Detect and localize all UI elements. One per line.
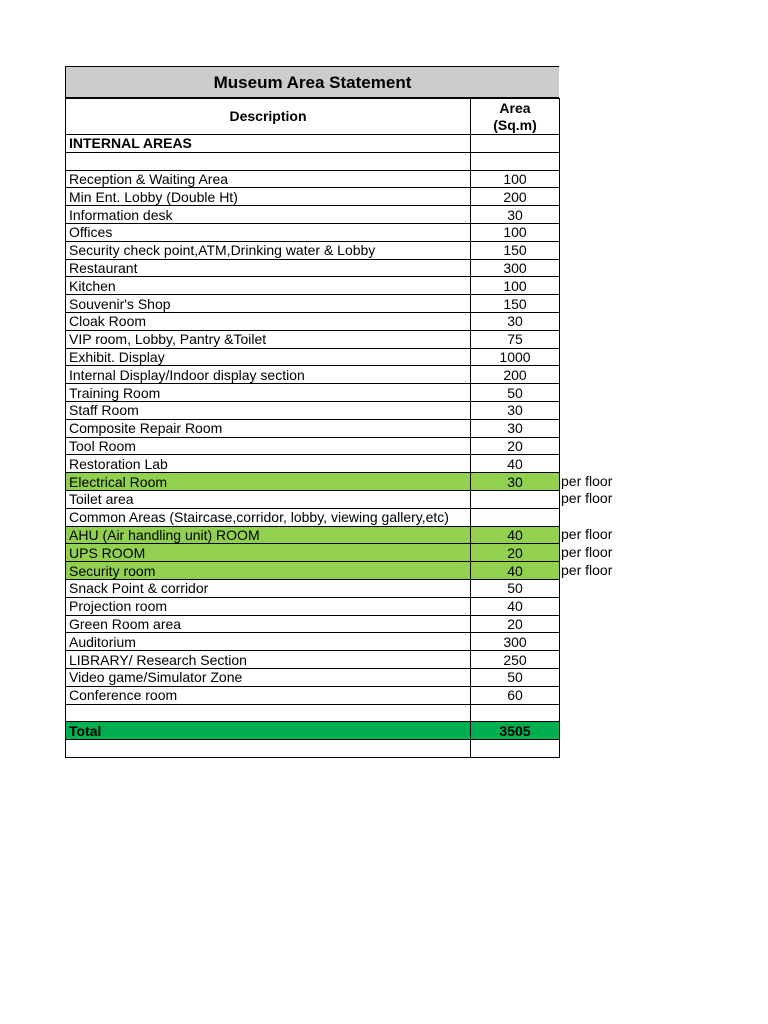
- table-row: [66, 455, 560, 473]
- row-area: [471, 508, 560, 526]
- table-row: [66, 651, 560, 669]
- row-description: Projection room: [66, 597, 471, 615]
- table-row: [66, 312, 560, 330]
- row-area: 30: [471, 473, 560, 491]
- table-row: [66, 526, 560, 544]
- row-area: 60: [471, 686, 560, 704]
- row-description: Conference room: [66, 686, 471, 704]
- table-row: [66, 330, 560, 348]
- row-area: 30: [471, 206, 560, 224]
- table-row: [66, 508, 560, 526]
- area-header: [471, 99, 560, 135]
- table-row: [66, 277, 560, 295]
- table-row: [66, 366, 560, 384]
- row-description: Common Areas (Staircase,corridor, lobby, viewing gallery,etc): [66, 508, 471, 526]
- row-description: Min Ent. Lobby (Double Ht): [66, 188, 471, 206]
- table-row: [66, 419, 560, 437]
- row-description: Video game/Simulator Zone: [66, 668, 471, 686]
- row-area: 200: [471, 188, 560, 206]
- row-area: 20: [471, 437, 560, 455]
- row-note: per floor: [561, 526, 613, 543]
- table-row: [66, 348, 560, 366]
- row-note: per floor: [561, 472, 613, 489]
- row-description: Tool Room: [66, 437, 471, 455]
- row-area: 300: [471, 633, 560, 651]
- table-row: [66, 401, 560, 419]
- header-row: [66, 99, 560, 135]
- row-description: Information desk: [66, 206, 471, 224]
- row-description: UPS ROOM: [66, 544, 471, 562]
- row-description: [66, 740, 471, 758]
- row-area: 20: [471, 544, 560, 562]
- row-area: 150: [471, 295, 560, 313]
- table-row: [66, 686, 560, 704]
- row-area: 1000: [471, 348, 560, 366]
- table-row: [66, 241, 560, 259]
- row-description: Snack Point & corridor: [66, 579, 471, 597]
- row-description: Kitchen: [66, 277, 471, 295]
- table-row: [66, 473, 560, 491]
- table-row: [66, 206, 560, 224]
- row-description: Souvenir's Shop: [66, 295, 471, 313]
- row-description: Electrical Room: [66, 473, 471, 491]
- row-area: 40: [471, 455, 560, 473]
- row-description: Training Room: [66, 384, 471, 402]
- row-description: Security room: [66, 562, 471, 580]
- table-row: [66, 152, 560, 170]
- table-row: [66, 633, 560, 651]
- table-row: [66, 615, 560, 633]
- table-row: [66, 740, 560, 758]
- row-area: 30: [471, 419, 560, 437]
- table-row: [66, 437, 560, 455]
- total-value: 3505: [471, 722, 560, 740]
- row-note: per floor: [561, 543, 613, 560]
- section-row: [66, 135, 560, 153]
- table-row: [66, 597, 560, 615]
- row-area: 200: [471, 366, 560, 384]
- row-area: 50: [471, 668, 560, 686]
- row-note: per floor: [561, 490, 613, 507]
- row-area: 100: [471, 223, 560, 241]
- row-area: 100: [471, 277, 560, 295]
- table-row: [66, 384, 560, 402]
- row-area: [471, 152, 560, 170]
- table-row: [66, 170, 560, 188]
- row-description: Reception & Waiting Area: [66, 170, 471, 188]
- row-description: Composite Repair Room: [66, 419, 471, 437]
- total-label: Total: [66, 722, 471, 740]
- row-area: 100: [471, 170, 560, 188]
- row-area: 75: [471, 330, 560, 348]
- table-row: [66, 544, 560, 562]
- row-area: 20: [471, 615, 560, 633]
- table-row: [66, 562, 560, 580]
- row-description: Auditorium: [66, 633, 471, 651]
- row-area: 50: [471, 579, 560, 597]
- table-row: [66, 188, 560, 206]
- row-area: [471, 704, 560, 722]
- row-description: [66, 152, 471, 170]
- area-header-line1: Area: [499, 99, 531, 116]
- row-description: Offices: [66, 223, 471, 241]
- row-description: Security check point,ATM,Drinking water & Lobby: [66, 241, 471, 259]
- table-row: [66, 704, 560, 722]
- row-area: 30: [471, 312, 560, 330]
- section-label: INTERNAL AREAS: [66, 135, 471, 153]
- section-area: [471, 135, 560, 153]
- row-area: 40: [471, 526, 560, 544]
- row-area: 40: [471, 597, 560, 615]
- table-row: [66, 579, 560, 597]
- table-row: [66, 223, 560, 241]
- row-area: 150: [471, 241, 560, 259]
- row-area: 50: [471, 384, 560, 402]
- row-description: VIP room, Lobby, Pantry &Toilet: [66, 330, 471, 348]
- row-description: Exhibit. Display: [66, 348, 471, 366]
- row-description: Internal Display/Indoor display section: [66, 366, 471, 384]
- area-statement-sheet: [65, 66, 613, 758]
- table-row: [66, 259, 560, 277]
- row-description: Green Room area: [66, 615, 471, 633]
- sheet-title: Museum Area Statement: [65, 66, 559, 98]
- total-row: [66, 722, 560, 740]
- table-row: [66, 295, 560, 313]
- row-note: per floor: [561, 561, 613, 578]
- row-description: Toilet area: [66, 490, 471, 508]
- area-header-line2: (Sq.m): [493, 116, 537, 133]
- row-description: Staff Room: [66, 401, 471, 419]
- row-area: 300: [471, 259, 560, 277]
- row-description: Cloak Room: [66, 312, 471, 330]
- row-description: LIBRARY/ Research Section: [66, 651, 471, 669]
- row-area: 30: [471, 401, 560, 419]
- row-description: AHU (Air handling unit) ROOM: [66, 526, 471, 544]
- row-description: Restaurant: [66, 259, 471, 277]
- table-row: [66, 490, 560, 508]
- row-area: [471, 490, 560, 508]
- row-area: 250: [471, 651, 560, 669]
- area-table: [65, 98, 613, 758]
- row-area: 40: [471, 562, 560, 580]
- description-header: Description: [66, 99, 471, 135]
- row-description: [66, 704, 471, 722]
- table-row: [66, 668, 560, 686]
- row-area: [471, 740, 560, 758]
- row-description: Restoration Lab: [66, 455, 471, 473]
